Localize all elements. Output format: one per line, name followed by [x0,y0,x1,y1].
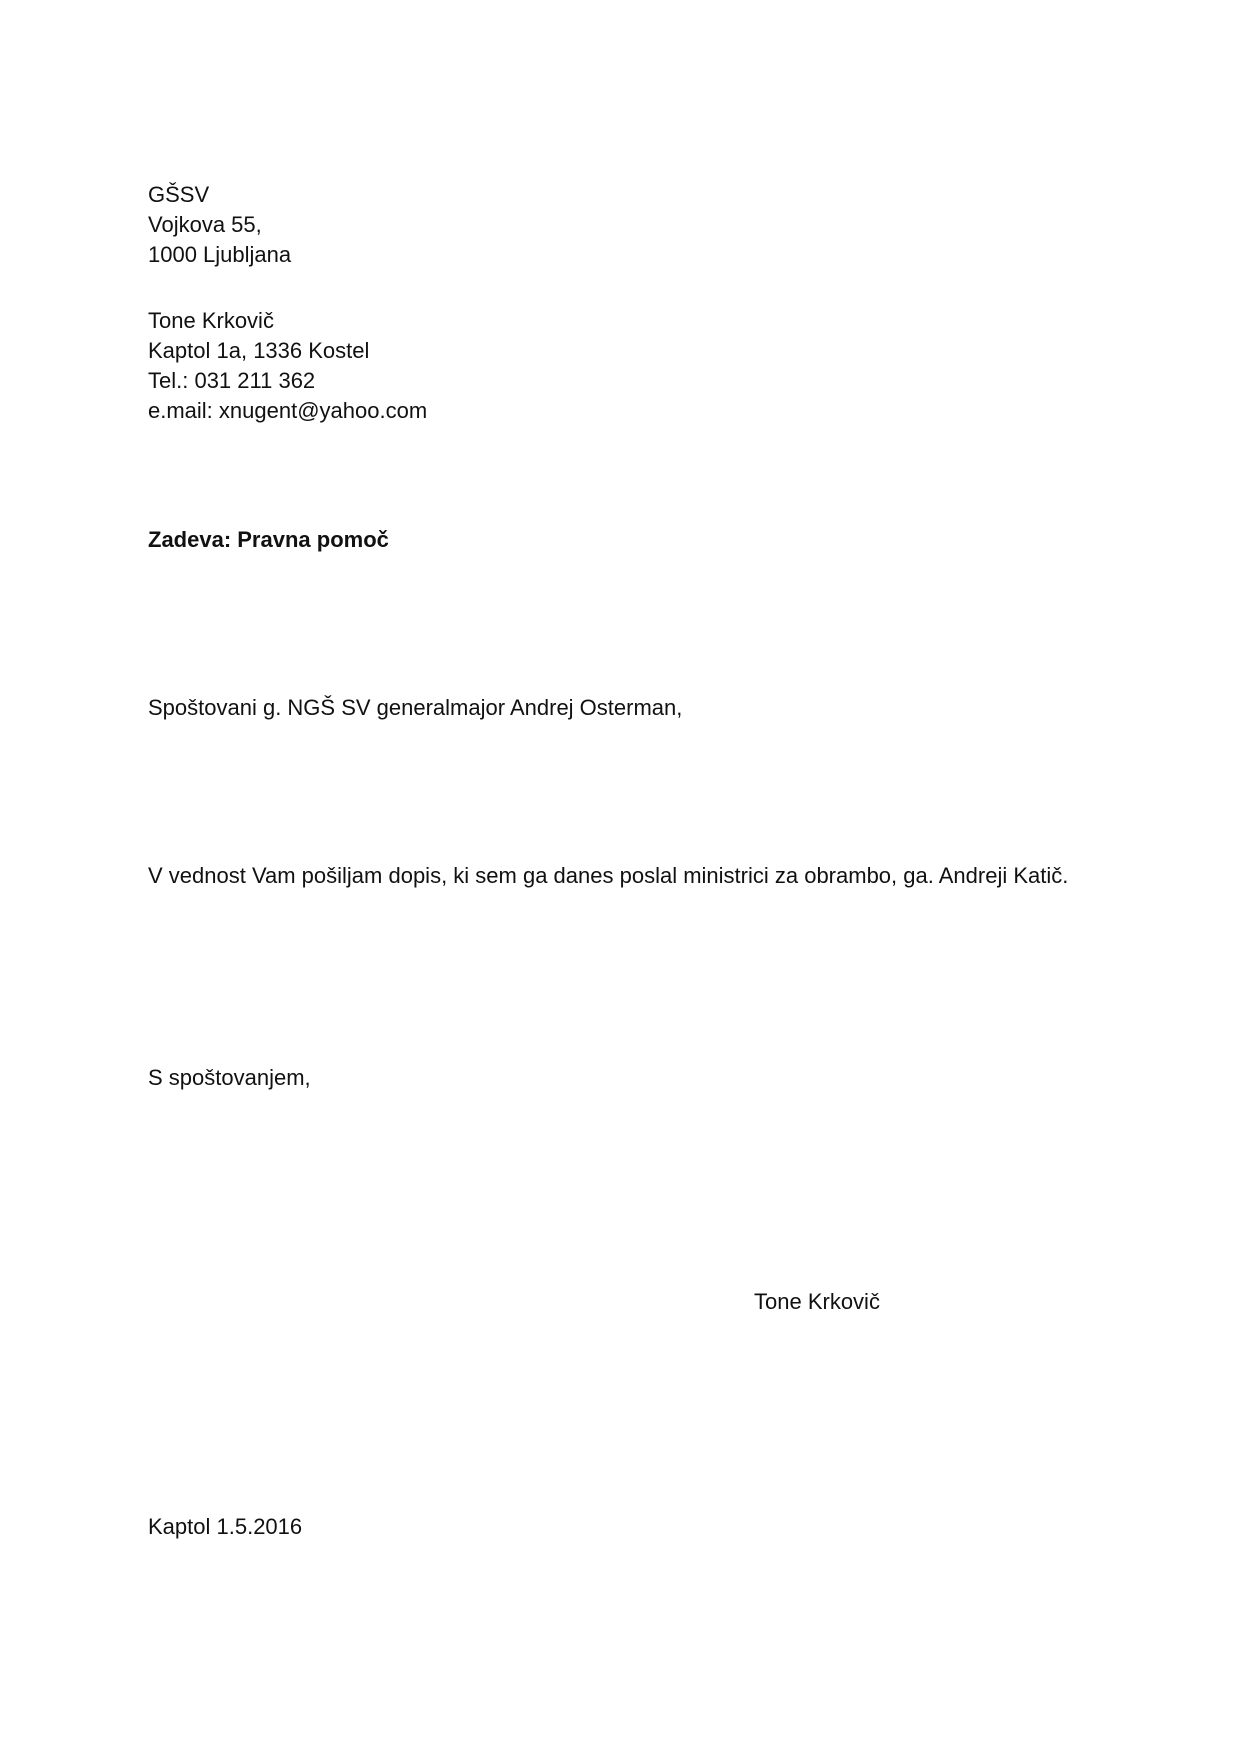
body-paragraph: V vednost Vam pošiljam dopis, ki sem ga danes poslal ministrici za obrambo, ga. Andreji Katič. [148,863,1069,888]
recipient-city: 1000 Ljubljana [148,242,292,267]
recipient-street: Vojkova 55, [148,212,262,237]
subject-line: Zadeva: Pravna pomoč [148,527,389,552]
salutation: Spoštovani g. NGŠ SV generalmajor Andrej Osterman, [148,695,683,720]
sender-name: Tone Krkovič [148,308,274,333]
sender-address: Kaptol 1a, 1336 Kostel [148,338,370,363]
recipient-name: GŠSV [148,182,210,207]
closing: S spoštovanjem, [148,1065,311,1090]
sender-phone: Tel.: 031 211 362 [148,368,316,393]
place-date: Kaptol 1.5.2016 [148,1514,303,1539]
signature-name: Tone Krkovič [754,1289,880,1314]
sender-email: e.mail: xnugent@yahoo.com [148,398,428,423]
